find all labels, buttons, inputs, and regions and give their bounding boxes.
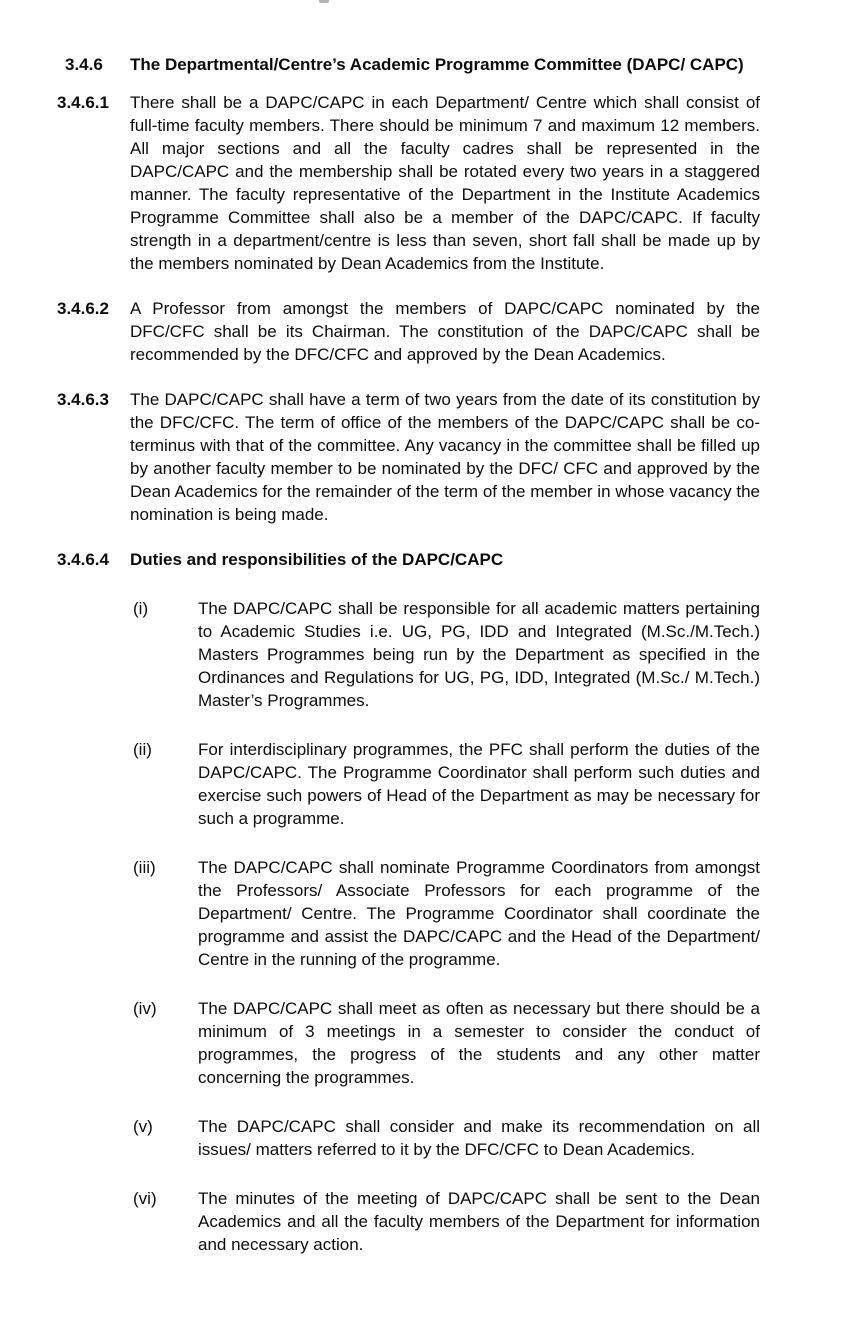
duty-item-label: (iv) bbox=[133, 999, 157, 1018]
clause-text: The DAPC/CAPC shall have a term of two years from the date of its constitution by the DFC/CFC. The term of office of the members of the DAPC/CAPC shall be co-terminus with that of the committee. Any vacancy in the committee shall be filled up by another faculty member to be nominated by the DFC/ CFC and approved by the Dean Academics for the remainder of the term of the member in whose vacancy the nomination is being made. bbox=[130, 390, 760, 524]
duty-item-v bbox=[133, 1115, 760, 1161]
clause-3-4-6-2 bbox=[57, 297, 760, 366]
duty-item-label: (iii) bbox=[133, 858, 156, 877]
clause-number: 3.4.6.4 bbox=[57, 550, 109, 569]
duty-item-text: The DAPC/CAPC shall consider and make its recommendation on all issues/ matters referred to it by the DFC/CFC to Dean Academics. bbox=[198, 1117, 760, 1159]
duty-item-label: (vi) bbox=[133, 1189, 157, 1208]
duty-item-iv bbox=[133, 997, 760, 1089]
duty-item-text: The DAPC/CAPC shall be responsible for all academic matters pertaining to Academic Studies i.e. UG, PG, IDD and Integrated (M.Sc./M.Tech.) Masters Programmes being run by the Department as specified in the Ordinances and Regulations for UG, PG, IDD, Integrated (M.Sc./ M.Tech.) Master’s Programmes. bbox=[198, 599, 760, 710]
duty-item-text: The DAPC/CAPC shall meet as often as necessary but there should be a minimum of 3 meetings in a semester to consider the conduct of programmes, the progress of the students and any other matter concerning the programmes. bbox=[198, 999, 760, 1087]
duty-item-label: (ii) bbox=[133, 740, 152, 759]
clause-number: 3.4.6.1 bbox=[57, 93, 109, 112]
duty-item-i bbox=[133, 597, 760, 712]
section-heading-number: 3.4.6 bbox=[65, 55, 103, 74]
clause-number: 3.4.6.3 bbox=[57, 390, 109, 409]
duty-item-ii bbox=[133, 738, 760, 830]
duty-item-label: (i) bbox=[133, 599, 149, 618]
clause-3-4-6-3 bbox=[57, 388, 760, 526]
duty-item-text: The minutes of the meeting of DAPC/CAPC shall be sent to the Dean Academics and all the faculty members of the Department for information and necessary action. bbox=[198, 1189, 760, 1254]
duty-item-text: The DAPC/CAPC shall nominate Programme Coordinators from amongst the Professors/ Associate Professors for each programme of the Department/ Centre. The Programme Coordinator shall coordinate the programme and assist the DAPC/CAPC and the Head of the Department/ Centre in the running of the programme. bbox=[198, 858, 760, 969]
duty-item-vi bbox=[133, 1187, 760, 1256]
clause-number: 3.4.6.2 bbox=[57, 299, 109, 318]
duty-item-label: (v) bbox=[133, 1117, 153, 1136]
clause-subheading: Duties and responsibilities of the DAPC/CAPC bbox=[130, 550, 504, 569]
clause-text: A Professor from amongst the members of DAPC/CAPC nominated by the DFC/CFC shall be its Chairman. The constitution of the DAPC/CAPC shall be recommended by the DFC/CFC and approved by the Dean Academics. bbox=[130, 299, 760, 364]
duties-list bbox=[133, 597, 760, 1256]
clause-3-4-6-4 bbox=[57, 548, 760, 571]
duty-item-text: For interdisciplinary programmes, the PFC shall perform the duties of the DAPC/CAPC. The Programme Coordinator shall perform such duties and exercise such powers of Head of the Department as may be necessary for such a programme. bbox=[198, 740, 760, 828]
page-top-edge-artifact bbox=[319, 0, 329, 3]
clause-3-4-6-1 bbox=[57, 91, 760, 275]
clause-text: There shall be a DAPC/CAPC in each Department/ Centre which shall consist of full-time faculty members. There should be minimum 7 and maximum 12 members. All major sections and all the faculty cadres shall be represented in the DAPC/CAPC and the membership shall be rotated every two years in a staggered manner. The faculty representative of the Department in the Institute Academics Programme Committee shall also be a member of the DAPC/CAPC. If faculty strength in a department/centre is less than seven, short fall shall be made up by the members nominated by Dean Academics from the Institute. bbox=[130, 93, 760, 273]
section-heading-title: The Departmental/Centre’s Academic Programme Committee (DAPC/ CAPC) bbox=[130, 55, 744, 74]
duty-item-iii bbox=[133, 856, 760, 971]
section-heading bbox=[57, 53, 760, 76]
